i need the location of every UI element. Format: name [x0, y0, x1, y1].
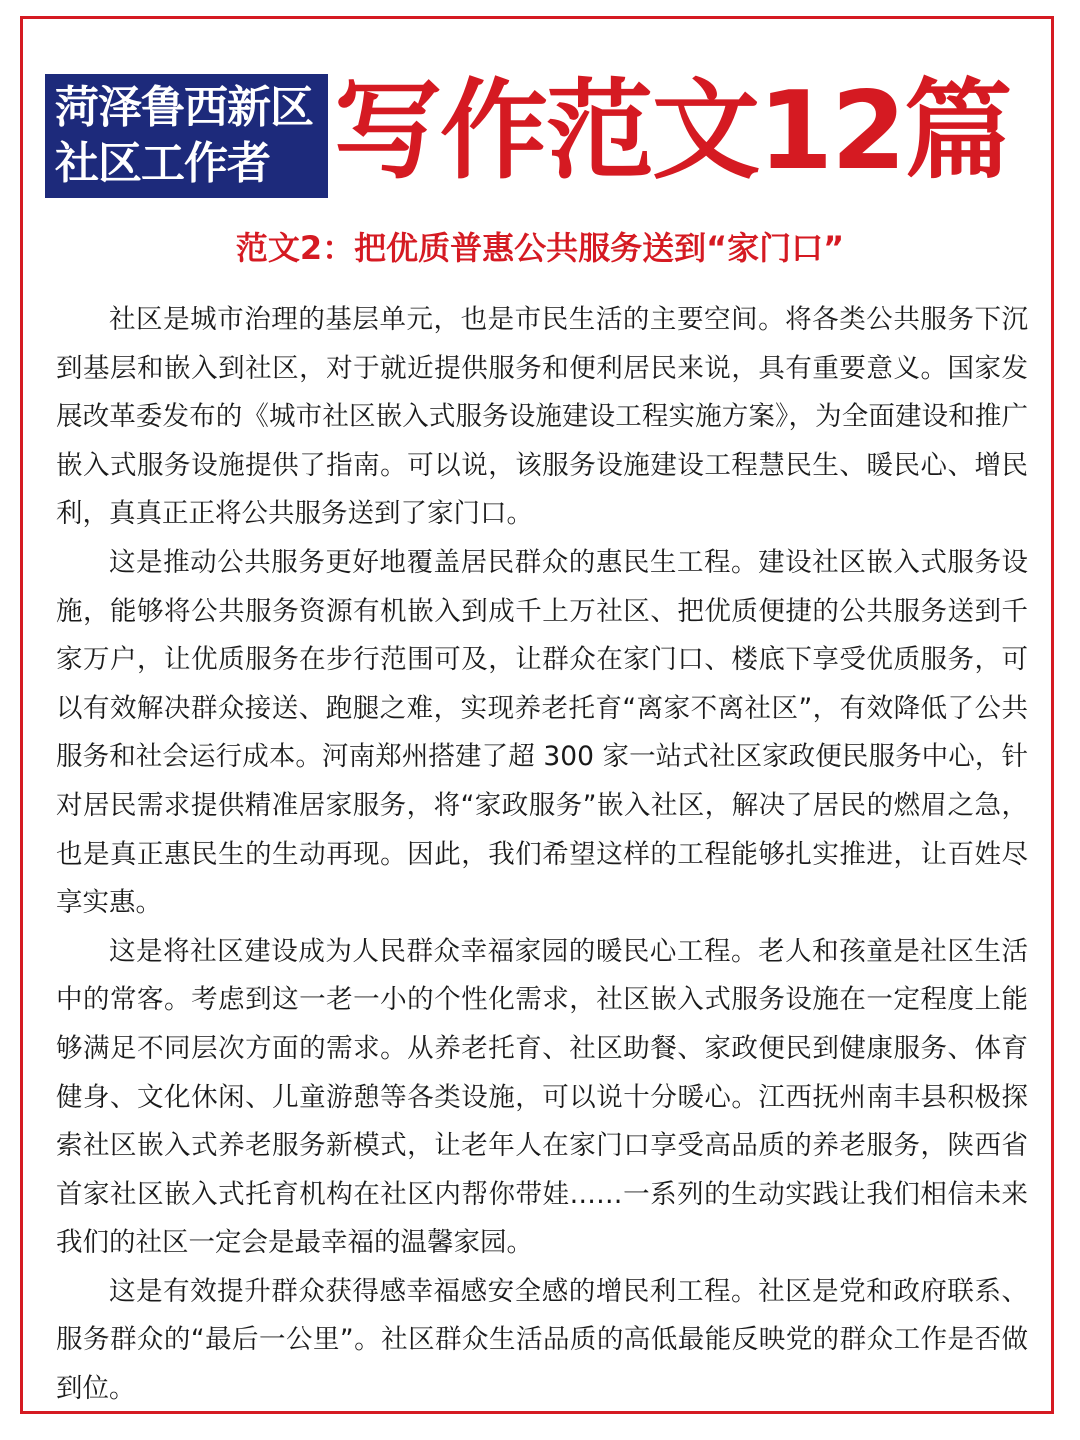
- article-subtitle: 范文2：把优质普惠公共服务送到“家门口”: [235, 229, 845, 267]
- region-tag-line2: 社区工作者: [55, 138, 270, 189]
- page-title: 写作范文12篇: [334, 69, 1011, 194]
- paragraph-4: 这是有效提升群众获得感幸福感安全感的增民利工程。社区是党和政府联系、服务群众的“最后一公里”。社区群众生活品质的高低最能反映党的群众工作是否做到位。: [56, 1275, 1028, 1405]
- region-tag-line1: 菏泽鲁西新区: [55, 82, 313, 133]
- region-tag-box: [45, 74, 328, 198]
- paragraph-1: 社区是城市治理的基层单元，也是市民生活的主要空间。将各类公共服务下沉到基层和嵌入到社区，对于就近提供服务和便利居民来说，具有重要意义。国家发展改革委发布的《城市社区嵌入式服务设施建设工程实施方案》，为全面建设和推广嵌入式服务设施提供了指南。可以说，该服务设施建设工程慧民生、暖民心、增民利，真真正正将公共服务送到了家门口。: [56, 304, 1028, 530]
- article-body: [56, 296, 1028, 1414]
- paragraph-2: 这是推动公共服务更好地覆盖居民群众的惠民生工程。建设社区嵌入式服务设施，能够将公共服务资源有机嵌入到成千上万社区、把优质便捷的公共服务送到千家万户，让优质服务在步行范围可及，让群众在家门口、楼底下享受优质服务，可以有效解决群众接送、跑腿之难，实现养老托育“离家不离社区”，有效降低了公共服务和社会运行成本。河南郑州搭建了超 300 家一站式社区家政便民服务中心，针对居民需求提供精准居家服务，将“家政服务”嵌入社区，解决了居民的燃眉之急，也是真正惠民生的生动再现。因此，我们希望这样的工程能够扎实推进，让百姓尽享实惠。: [56, 546, 1028, 919]
- paragraph-3: 这是将社区建设成为人民群众幸福家园的暖民心工程。老人和孩童是社区生活中的常客。考虑到这一老一小的个性化需求，社区嵌入式服务设施在一定程度上能够满足不同层次方面的需求。从养老托育、社区助餐、家政便民到健康服务、体育健身、文化休闲、儿童游憩等各类设施，可以说十分暖心。江西抚州南丰县积极探索社区嵌入式养老服务新模式，让老年人在家门口享受高品质的养老服务，陕西省首家社区嵌入式托育机构在社区内帮你带娃……一系列的生动实践让我们相信未来我们的社区一定会是最幸福的温馨家园。: [56, 935, 1028, 1259]
